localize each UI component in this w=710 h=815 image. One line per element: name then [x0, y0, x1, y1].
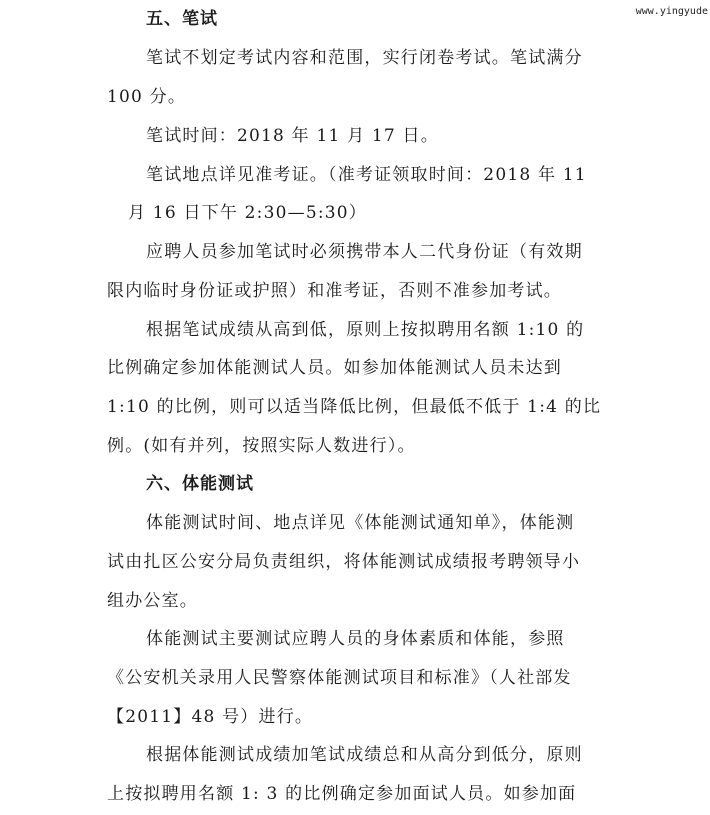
paragraph-line: 试由扎区公安分局负责组织，将体能测试成绩报考聘领导小: [107, 552, 581, 572]
paragraph-line: 根据笔试成绩从高到低，原则上按拟聘用名额 1:10 的: [146, 320, 585, 340]
paragraph-line: 笔试不划定考试内容和范围，实行闭卷考试。笔试满分: [146, 48, 583, 68]
paragraph-line: 应聘人员参加笔试时必须携带本人二代身份证（有效期: [146, 242, 583, 262]
paragraph-line: 体能测试时间、地点详见《体能测试通知单》，体能测: [146, 513, 575, 533]
paragraph-line: 根据体能测试成绩加笔试成绩总和从高分到低分，原则: [146, 745, 583, 765]
paragraph-line: 上按拟聘用名额 1: 3 的比例确定参加面试人员。如参加面: [107, 784, 577, 804]
paragraph-line: 笔试时间：2018 年 11 月 17 日。: [146, 126, 439, 146]
paragraph-line: 1:10 的比例，则可以适当降低比例，但最低不低于 1:4 的比: [107, 397, 602, 417]
paragraph-line: 【2011】48 号）进行。: [107, 707, 314, 727]
section-heading-physical-test: 六、体能测试: [146, 474, 254, 494]
paragraph-line: 笔试地点详见准考证。（准考证领取时间：2018 年 11: [146, 165, 587, 185]
paragraph-line: 比例确定参加体能测试人员。如参加体能测试人员未达到: [107, 358, 562, 378]
paragraph-line: 《公安机关录用人民警察体能测试项目和标准》（人社部发: [107, 668, 572, 688]
section-heading-written-exam: 五、笔试: [146, 9, 218, 29]
paragraph-line: 体能测试主要测试应聘人员的身体素质和体能，参照: [146, 629, 565, 649]
watermark: www.yingyude: [635, 6, 708, 17]
paragraph-line: 限内临时身份证或护照）和准考证，否则不准参加考试。: [107, 281, 562, 301]
paragraph-line: 例。(如有并列，按照实际人数进行）。: [107, 436, 416, 456]
paragraph-line: 组办公室。: [107, 591, 198, 611]
paragraph-line: 100 分。: [107, 87, 187, 107]
paragraph-line: 月 16 日下午 2:30—5:30）: [128, 203, 367, 223]
